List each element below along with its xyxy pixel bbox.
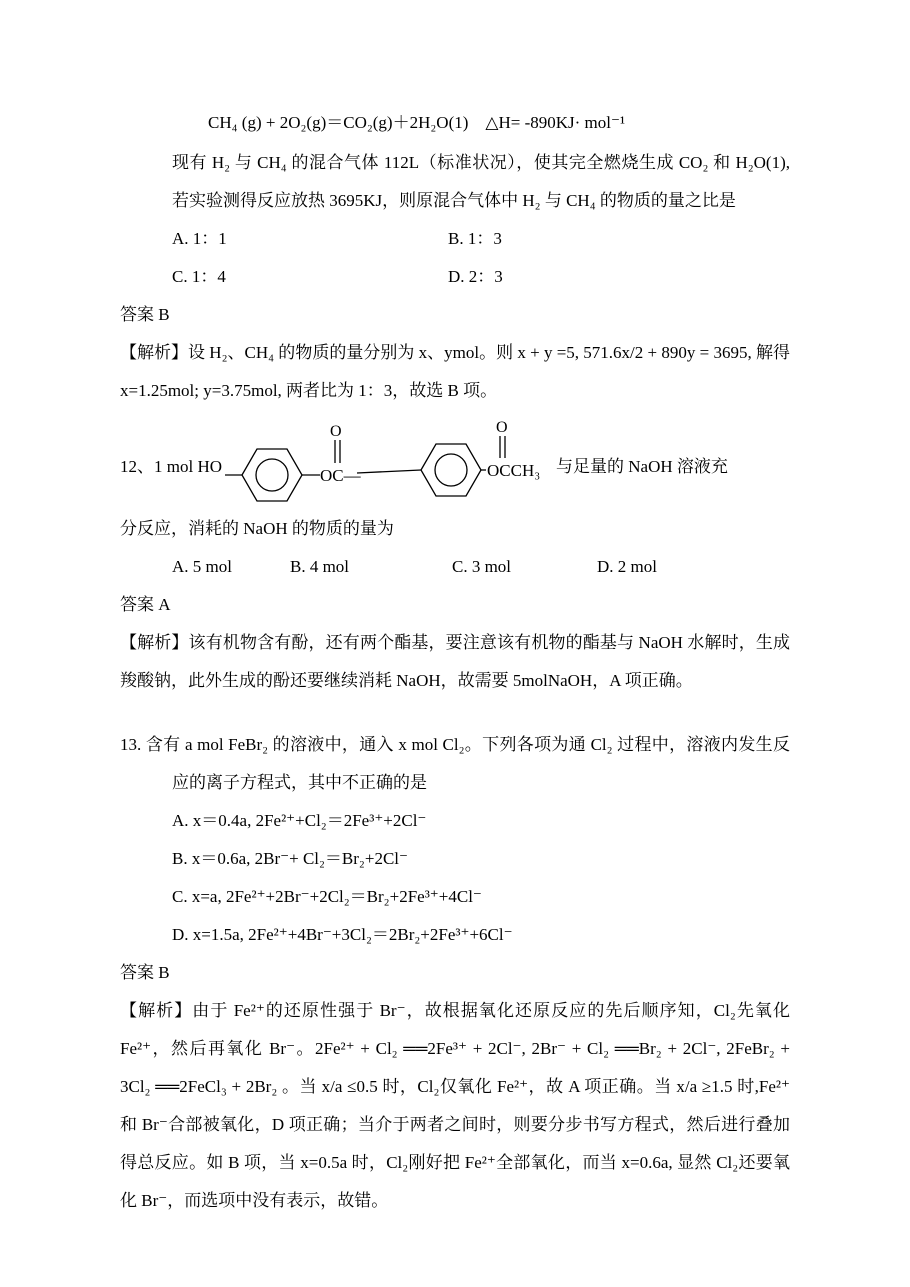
bond-line xyxy=(357,470,421,473)
q12-stem-prefix: 12、1 mol HO xyxy=(120,456,222,476)
q11-option-a: A. 1：1 xyxy=(172,229,227,248)
q11-option-c: C. 1：4 xyxy=(172,267,226,286)
q12-stem-row xyxy=(120,418,790,510)
acetate-group-label: OCCH₃ xyxy=(487,461,541,480)
q11-thermochemical-equation: CH₄ (g) + 2O₂(g)＝CO₂(g)＋2H₂O(1) △H= -890KJ· mol⁻¹ xyxy=(208,113,626,132)
q12-option-a: A. 5 mol xyxy=(172,557,232,576)
ester-group-1-label: OC— xyxy=(320,466,361,485)
carbonyl-oxygen-2-label: O xyxy=(496,419,508,436)
q11-option-d: D. 2：3 xyxy=(448,267,503,286)
organic-structure-diagram xyxy=(224,418,554,510)
q11-option-b: B. 1：3 xyxy=(448,229,502,248)
q13-options xyxy=(120,802,790,954)
q13-option-a: A. x＝0.4a, 2Fe²⁺+Cl₂＝2Fe³⁺+2Cl⁻ xyxy=(172,811,427,830)
q13-option-c: C. x=a, 2Fe²⁺+2Br⁻+2Cl₂＝Br₂+2Fe³⁺+4Cl⁻ xyxy=(172,887,482,906)
q11-answer: 答案 B xyxy=(120,305,170,324)
q11-analysis: 【解析】设 H₂、CH₄ 的物质的量分别为 x、ymol。则 x + y =5, 571.6x/2 + 890y = 3695, 解得 x=1.25mol; y=3.75mol, 两者比为 1：3，故选 B 项。 xyxy=(120,343,790,400)
q13-analysis: 【解析】由于 Fe²⁺的还原性强于 Br⁻，故根据氧化还原反应的先后顺序知，Cl₂先氧化 Fe²⁺，然后再氧化 Br⁻。2Fe²⁺ + Cl₂ ══2Fe³⁺ + 2Cl⁻, 2Br⁻ + Cl₂ ══Br₂ + 2Cl⁻, 2FeBr₂ + 3Cl₂ ══2FeCl₃ + 2Br₂ 。当 x/a ≤0.5 时，Cl₂仅氧化 Fe²⁺，故 A 项正确。当 x/a ≥1.5 时,Fe²⁺和 Br⁻合部被氧化，D 项正确；当介于两者之间时，则要分步书写方程式，然后进行叠加得总反应。如 B 项，当 x=0.5a 时，Cl₂刚好把 Fe²⁺全部氧化，而当 x=0.6a, 显然 Cl₂还要氧化 Br⁻，而选项中没有表示，故错。 xyxy=(120,1001,790,1210)
q13-option-d: D. x=1.5a, 2Fe²⁺+4Br⁻+3Cl₂＝2Br₂+2Fe³⁺+6Cl⁻ xyxy=(172,925,513,944)
benzene-ring-1 xyxy=(242,449,302,501)
benzene-ring-2 xyxy=(421,444,481,496)
q12-option-d: D. 2 mol xyxy=(597,557,657,576)
q12-stem-continuation: 分反应，消耗的 NaOH 的物质的量为 xyxy=(120,519,394,538)
q11-options xyxy=(120,220,790,296)
benzene-ring-2-circle xyxy=(435,454,467,486)
q12-stem-suffix: 与足量的 NaOH 溶液充 xyxy=(556,456,728,476)
q12-analysis: 【解析】该有机物含有酚，还有两个酯基，要注意该有机物的酯基与 NaOH 水解时，生成羧酸钠，此外生成的酚还要继续消耗 NaOH，故需要 5molNaOH，A 项正确。 xyxy=(120,633,790,690)
q13-option-b: B. x＝0.6a, 2Br⁻+ Cl₂＝Br₂+2Cl⁻ xyxy=(172,849,408,868)
q12-option-c: C. 3 mol xyxy=(452,557,512,576)
benzene-ring-1-circle xyxy=(256,459,288,491)
q13-answer: 答案 B xyxy=(120,963,170,982)
q11-stem: 现有 H₂ 与 CH₄ 的混合气体 112L（标准状况），使其完全燃烧生成 CO₂ 和 H₂O(1), 若实验测得反应放热 3695KJ，则原混合气体中 H₂ 与 CH₄ 的物质的量之比是 xyxy=(172,153,790,210)
q12-answer: 答案 A xyxy=(120,595,171,614)
carbonyl-oxygen-1-label: O xyxy=(330,423,342,440)
q12-options xyxy=(120,548,790,586)
q13-stem: 13. 含有 a mol FeBr₂ 的溶液中，通入 x mol Cl₂。下列各项为通 Cl₂ 过程中，溶液内发生反应的离子方程式，其中不正确的是 xyxy=(120,735,790,792)
q12-option-b: B. 4 mol xyxy=(290,557,350,576)
